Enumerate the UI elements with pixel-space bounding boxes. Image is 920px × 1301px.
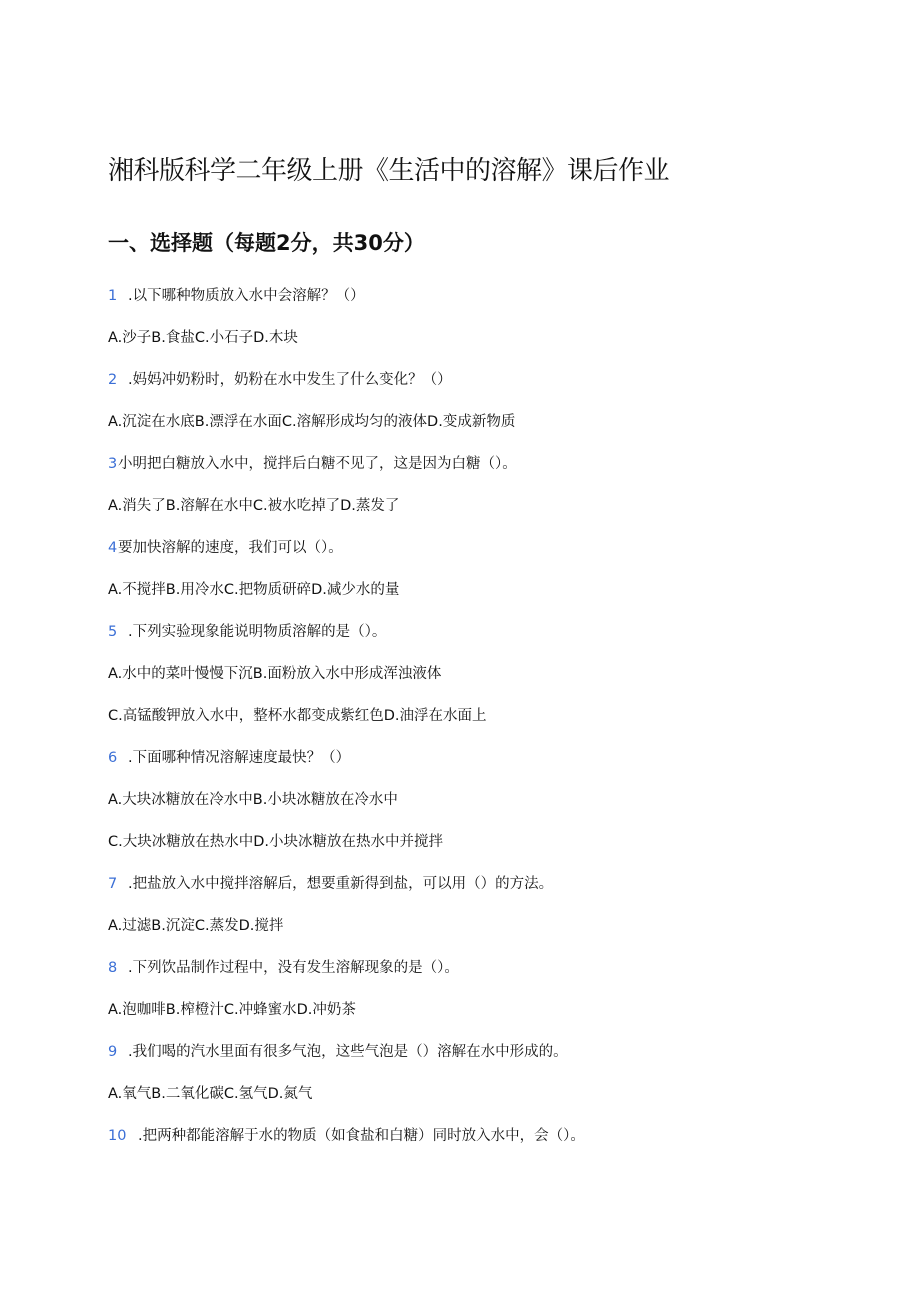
question-text: .下面哪种情况溶解速度最快？（） xyxy=(128,750,351,766)
section-heading-mid: 分，共 xyxy=(290,231,354,255)
question-number: 10 xyxy=(108,1128,127,1144)
question-4 xyxy=(108,538,343,558)
question-8 xyxy=(108,958,459,978)
document-title: 湘科版科学二年级上册《生活中的溶解》课后作业 xyxy=(108,156,670,186)
section-heading xyxy=(108,227,425,257)
question-number: 1 xyxy=(108,288,118,304)
question-number: 4 xyxy=(108,540,118,556)
question-2 xyxy=(108,370,452,390)
question-number: 5 xyxy=(108,624,118,640)
section-heading-main: 一、选择题（每题 xyxy=(108,231,276,255)
question-number: 7 xyxy=(108,876,118,892)
question-7 xyxy=(108,874,553,894)
section-heading-end: 分） xyxy=(382,231,425,255)
question-2-options: A.沉淀在水底B.漂浮在水面C.溶解形成均匀的液体D.变成新物质 xyxy=(108,414,516,430)
question-9 xyxy=(108,1042,568,1062)
question-text: .下列饮品制作过程中，没有发生溶解现象的是（）。 xyxy=(128,960,459,976)
question-text: .以下哪种物质放入水中会溶解？（） xyxy=(128,288,365,304)
question-1-options: A.沙子B.食盐C.小石子D.木块 xyxy=(108,330,298,346)
question-number: 8 xyxy=(108,960,118,976)
question-6-options-line-2: C.大块冰糖放在热水中D.小块冰糖放在热水中并搅拌 xyxy=(108,834,444,850)
question-5-options-line-2: C.高锰酸钾放入水中，整杯水都变成紫红色D.油浮在水面上 xyxy=(108,708,487,724)
section-heading-total: 30 xyxy=(353,231,383,255)
question-text: .把盐放入水中搅拌溶解后，想要重新得到盐，可以用（）的方法。 xyxy=(128,876,554,892)
question-7-options: A.过滤B.沉淀C.蒸发D.搅拌 xyxy=(108,918,284,934)
question-8-options: A.泡咖啡B.榨橙汁C.冲蜂蜜水D.冲奶茶 xyxy=(108,1002,356,1018)
question-3-options: A.消失了B.溶解在水中C.被水吃掉了D.蒸发了 xyxy=(108,498,400,514)
question-text: .妈妈冲奶粉时，奶粉在水中发生了什么变化？（） xyxy=(128,372,452,388)
question-10 xyxy=(108,1126,585,1146)
question-1 xyxy=(108,286,365,306)
question-text: 要加快溶解的速度，我们可以（）。 xyxy=(118,540,343,556)
question-number: 2 xyxy=(108,372,118,388)
question-number: 9 xyxy=(108,1044,118,1060)
question-6-options-line-1: A.大块冰糖放在冷水中B.小块冰糖放在冷水中 xyxy=(108,792,398,808)
question-text: 小明把白糖放入水中，搅拌后白糖不见了，这是因为白糖（）。 xyxy=(118,456,517,472)
section-heading-points: 2 xyxy=(276,231,291,255)
question-number: 6 xyxy=(108,750,118,766)
question-4-options: A.不搅拌B.用冷水C.把物质研碎D.减少水的量 xyxy=(108,582,400,598)
question-5 xyxy=(108,622,386,642)
question-3 xyxy=(108,454,517,474)
question-text: .我们喝的汽水里面有很多气泡，这些气泡是（）溶解在水中形成的。 xyxy=(128,1044,568,1060)
question-text: .下列实验现象能说明物质溶解的是（）。 xyxy=(128,624,387,640)
question-9-options: A.氧气B.二氧化碳C.氢气D.氮气 xyxy=(108,1086,313,1102)
question-6 xyxy=(108,748,350,768)
question-text: .把两种都能溶解于水的物质（如食盐和白糖）同时放入水中，会（）。 xyxy=(138,1128,585,1144)
question-5-options-line-1: A.水中的菜叶慢慢下沉B.面粉放入水中形成浑浊液体 xyxy=(108,666,442,682)
question-number: 3 xyxy=(108,456,118,472)
